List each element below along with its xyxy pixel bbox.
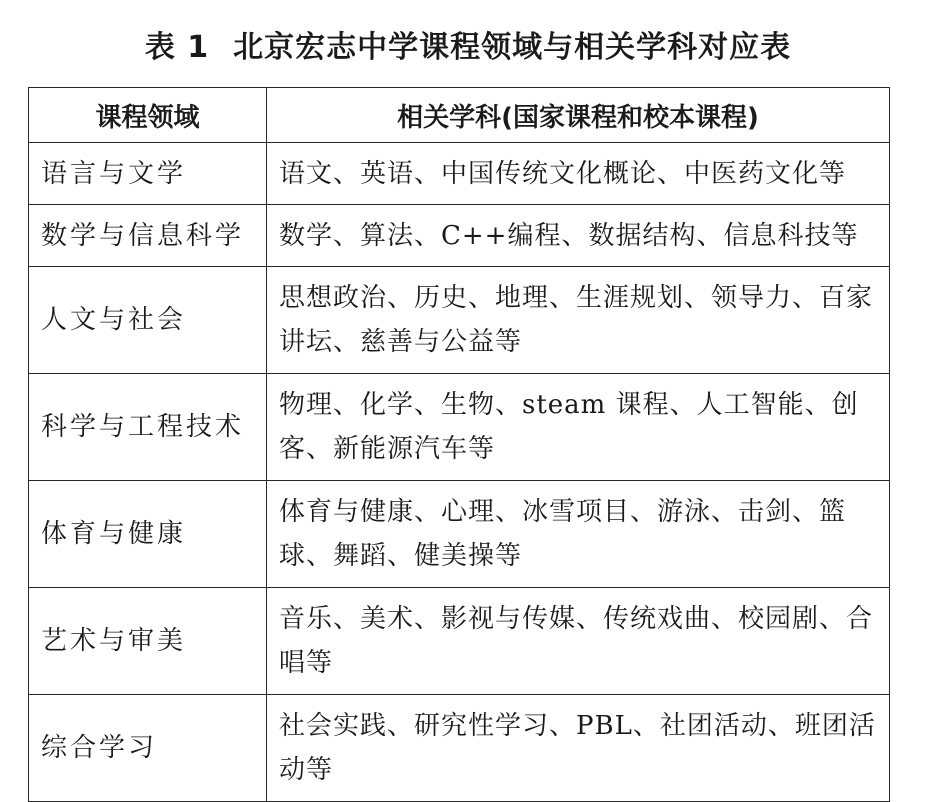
table-row bbox=[29, 143, 890, 205]
table-number: 表 1 bbox=[144, 30, 210, 65]
table-header-row bbox=[29, 88, 890, 143]
table-caption bbox=[0, 22, 936, 66]
subjects-cell: 音乐、美术、影视与传媒、传统戏曲、校园剧、合唱等 bbox=[267, 588, 890, 695]
table-title: 北京宏志中学课程领域与相关学科对应表 bbox=[233, 30, 792, 65]
table-row bbox=[29, 695, 890, 802]
header-domain: 课程领域 bbox=[29, 88, 267, 143]
table-row bbox=[29, 481, 890, 588]
curriculum-table bbox=[28, 87, 890, 802]
subjects-cell: 社会实践、研究性学习、PBL、社团活动、班团活动等 bbox=[267, 695, 890, 802]
subjects-cell: 物理、化学、生物、steam 课程、人工智能、创客、新能源汽车等 bbox=[267, 374, 890, 481]
header-subjects: 相关学科(国家课程和校本课程) bbox=[267, 88, 890, 143]
domain-cell: 科学与工程技术 bbox=[29, 374, 267, 481]
subjects-cell: 语文、英语、中国传统文化概论、中医药文化等 bbox=[267, 143, 890, 205]
table-row bbox=[29, 267, 890, 374]
domain-cell: 数学与信息科学 bbox=[29, 205, 267, 267]
domain-cell: 艺术与审美 bbox=[29, 588, 267, 695]
subjects-cell: 体育与健康、心理、冰雪项目、游泳、击剑、篮球、舞蹈、健美操等 bbox=[267, 481, 890, 588]
table-row bbox=[29, 374, 890, 481]
table-row bbox=[29, 588, 890, 695]
domain-cell: 综合学习 bbox=[29, 695, 267, 802]
subjects-cell: 数学、算法、C++编程、数据结构、信息科技等 bbox=[267, 205, 890, 267]
domain-cell: 人文与社会 bbox=[29, 267, 267, 374]
domain-cell: 体育与健康 bbox=[29, 481, 267, 588]
domain-cell: 语言与文学 bbox=[29, 143, 267, 205]
subjects-cell: 思想政治、历史、地理、生涯规划、领导力、百家讲坛、慈善与公益等 bbox=[267, 267, 890, 374]
table-row bbox=[29, 205, 890, 267]
